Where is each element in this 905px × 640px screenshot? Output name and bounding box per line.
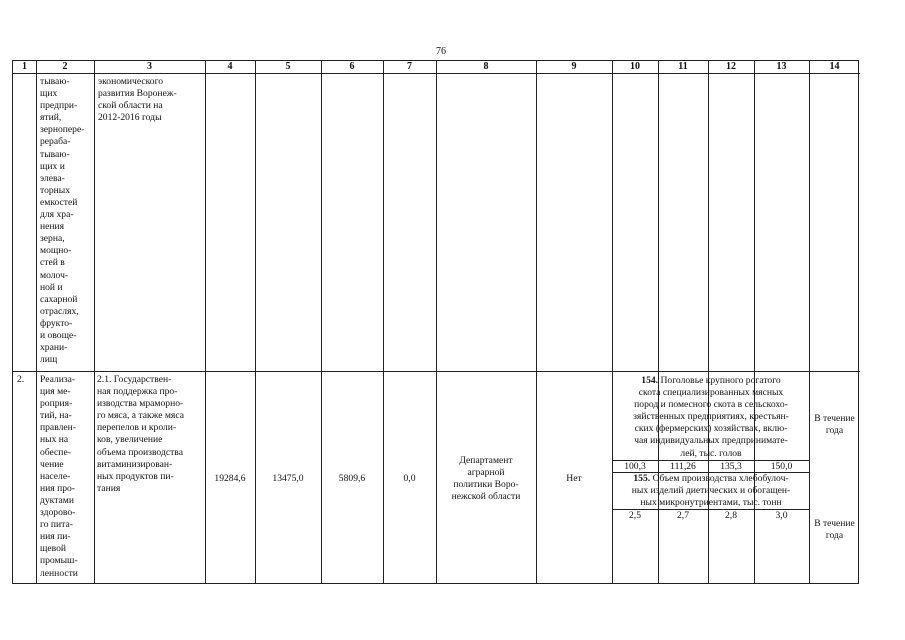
column-header-9: 9 <box>571 61 577 72</box>
indicator-154-text: 154. Поголовье крупного рогатого скота специализированных мясных пород и помесного скота в сельскохо- зяйственных предприятиях, крестьян- ских (фермерских) хозяйствах, вклю- чая индивидуальных предпринимате- лей, тыс. голов <box>633 375 789 459</box>
column-header-8: 8 <box>483 61 489 72</box>
column-header-3: 3 <box>147 61 152 72</box>
indicator-155-value-2013: 2,5 <box>629 510 641 521</box>
indicator-154-value-2015: 135,3 <box>720 461 742 472</box>
indicator-155-value-2016: 3,0 <box>775 510 788 521</box>
document-table <box>12 60 859 584</box>
event-name: Реализа- ция ме- роприя- тий, на- правлен- ных на обеспе- чение населе- ния про- дуктами здорово- го пита- ния пи- щевой промыш- ленности <box>40 374 78 579</box>
page-number: 76 <box>436 46 446 57</box>
column-header-2: 2 <box>62 61 68 72</box>
column-header-12: 12 <box>726 61 736 72</box>
indicator-155-value-2015: 2,8 <box>725 510 737 521</box>
indicator-155-deadline: В течение года <box>814 518 855 542</box>
col9-value: Нет <box>566 473 582 484</box>
row-number: 2. <box>17 374 25 385</box>
continued-program-name: экономического развития Воронеж- ской области на 2012-2016 годы <box>98 76 177 124</box>
indicator-154-value-2014: 111,26 <box>670 461 696 472</box>
column-header-10: 10 <box>630 61 640 72</box>
indicator-155-text: 155. Объем производства хлебобулоч- ных изделий диетических и обогащен- ных микронутриентами, тыс. тонн <box>631 473 791 509</box>
column-header-1: 1 <box>22 61 27 72</box>
indicator-154-deadline: В течение года <box>814 413 855 437</box>
funding-other: 0,0 <box>403 473 416 484</box>
funding-total: 19284,6 <box>214 473 246 484</box>
column-header-4: 4 <box>227 61 233 72</box>
continued-event-name: тываю- щих предпри- ятий, зерноперe- рераба- тываю- щих и элева- торных емкостей для хра- нения зерна, мощно- стей в молоч- ной и сахарной отраслях, фрукто- и овоще- храни- лищ <box>40 76 85 366</box>
responsible-executor: Департамент аграрной политики Воро- нежской области <box>451 455 521 503</box>
column-header-14: 14 <box>829 61 840 72</box>
funding-regional: 5809,6 <box>338 473 366 484</box>
indicator-154-value-2013: 100,3 <box>624 461 646 472</box>
column-header-7: 7 <box>407 61 412 72</box>
column-header-6: 6 <box>349 61 355 72</box>
column-header-5: 5 <box>285 61 291 72</box>
column-header-13: 13 <box>776 61 787 72</box>
column-header-11: 11 <box>678 61 688 72</box>
funding-federal: 13475,0 <box>272 473 304 484</box>
indicator-154-value-2016: 150,0 <box>770 461 793 472</box>
indicator-155-value-2014: 2,7 <box>677 510 689 521</box>
subevent-description: 2.1. Государствен- ная поддержка про- изводства мраморно- го мяса, а также мяса перепелов и кроли- ков, увеличение объема производства витаминизирован- ных продуктов пи- тания <box>97 374 184 494</box>
